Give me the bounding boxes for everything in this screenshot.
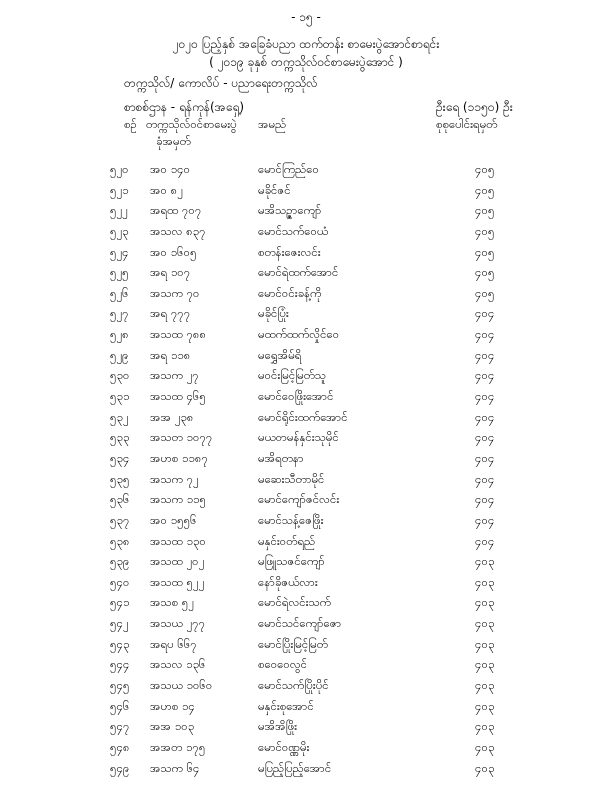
roll-number: အသယ ၂၇၇ (150, 616, 206, 631)
total-marks: ၄၀၄ (475, 430, 495, 445)
total-marks: ၄၀၅ (475, 182, 495, 197)
roll-number: အသထ ၅၂၂ (150, 574, 205, 589)
total-marks: ၄၀၅ (475, 223, 495, 238)
candidate-name: မပြည့်ပြည့်အောင် (258, 760, 332, 775)
roll-number: အဟစ ၁၁၈၇ (150, 450, 208, 465)
total-marks: ၄၀၄ (475, 389, 495, 404)
results-table (0, 160, 612, 779)
total-marks: ၄၀၃ (475, 698, 495, 713)
row-number: ၅၂၃ (110, 223, 129, 238)
roll-number: အသက ၇၂ (150, 471, 199, 486)
roll-number: အဟစ ၁၄ (150, 698, 195, 713)
row-number: ၅၃၉ (110, 554, 130, 569)
total-marks: ၄၀၅ (475, 285, 495, 300)
table-row (0, 614, 612, 635)
candidate-name: မဆေးသီတာမိုင် (258, 471, 325, 486)
row-number: ၅၄၈ (110, 739, 130, 754)
total-marks: ၄၀၄ (475, 512, 495, 527)
total-marks: ၄၀၄ (475, 347, 495, 362)
table-row (0, 470, 612, 491)
candidate-name: မောင်ရဲလင်းသက် (258, 595, 331, 610)
total-marks: ၄၀၃ (475, 760, 495, 775)
candidate-name: မထက်ထက်လှိုင်ဝေ (258, 327, 340, 342)
table-row (0, 635, 612, 656)
candidate-name: မောင်ဝင်းခန့်ကို (258, 285, 322, 300)
roll-number: အသစ ၅၂ (150, 595, 194, 610)
candidate-name: မောင်သက်ဝေယံ (258, 223, 329, 238)
table-row (0, 263, 612, 284)
table-row (0, 449, 612, 470)
row-number: ၅၄၇ (110, 719, 130, 734)
roll-number: အဝ ၁၄၀ (150, 162, 191, 176)
column-header-no: စဉ် (124, 117, 137, 131)
total-marks: ၄၀၅ (475, 162, 495, 176)
table-row (0, 222, 612, 243)
total-marks: ၄၀၅ (475, 203, 495, 218)
candidate-name: မောင်သန့်ဇေဖြိုး (258, 512, 324, 527)
row-number: ၅၂၉ (110, 347, 129, 362)
roll-number: အရထ ၇၀၇ (150, 203, 202, 218)
table-row (0, 532, 612, 553)
row-number: ၅၃၄ (110, 450, 130, 465)
roll-number: အအတ ၁၇၅ (150, 739, 206, 754)
row-number: ၅၄၂ (110, 616, 129, 631)
candidate-name: မခိုင်ပြုံး (258, 306, 289, 321)
roll-number: အရ ၁၀၇ (150, 265, 191, 280)
candidate-name: စဝေဝေလွင် (258, 657, 308, 672)
roll-number: အဝ ၁၅၅၆ (150, 512, 197, 527)
row-number: ၅၄၅ (110, 678, 130, 693)
document-subtitle: ( ၂၀၁၉ ခုနှစ် တက္ကသိုလ်ဝင်စာမေးပွဲအောင် ) (209, 55, 403, 69)
candidate-name: မောင်သင်ကျော်ဇော (258, 616, 342, 631)
candidate-count: ဦးရေ (၁၁၅၀) ဦး (436, 100, 513, 114)
column-header-marks: စုစုပေါင်းရမှတ် (436, 117, 498, 131)
roll-number: အရ ၇၇၇ (150, 306, 191, 321)
total-marks: ၄၀၅ (475, 244, 495, 259)
table-row (0, 201, 612, 222)
row-number: ၅၂၈ (110, 327, 129, 342)
column-header-roll: တက္ကသိုလ်ဝင်စာမေးပွဲ (146, 117, 237, 131)
row-number: ၅၄၁ (110, 595, 130, 610)
total-marks: ၄၀၃ (475, 636, 495, 651)
exam-center-label: စာစစ်ဌာန - ရန်ကုန်(အရှေ့) (124, 100, 245, 114)
roll-number: အသက ၂၇ (150, 368, 199, 383)
candidate-name: မနှင်းဝတ်ရည် (258, 533, 316, 548)
table-row (0, 655, 612, 676)
total-marks: ၄၀၃ (475, 574, 495, 589)
candidate-name: မောင်ဝဏ္ဏမိုး (258, 739, 310, 754)
candidate-name: မောင်ရဲထက်အောင် (258, 265, 339, 280)
total-marks: ၄၀၃ (475, 616, 495, 631)
candidate-name: မောင်ကြည်ဝေ (258, 162, 319, 176)
row-number: ၅၂၂ (110, 203, 128, 218)
table-row (0, 346, 612, 367)
table-row (0, 366, 612, 387)
table-row (0, 160, 612, 181)
roll-number: အသက ၇၀ (150, 285, 200, 300)
candidate-name: မနှင်းစုအောင် (258, 698, 314, 713)
table-row (0, 490, 612, 511)
roll-number: အဝ ၁၆၀၅ (150, 244, 197, 259)
candidate-name: မအိသဉ္ဇာကျော် (258, 203, 322, 218)
row-number: ၅၄၄ (110, 657, 130, 672)
table-row (0, 243, 612, 264)
row-number: ၅၃၅ (110, 471, 130, 486)
row-number: ၅၃၈ (110, 533, 130, 548)
total-marks: ၄၀၄ (475, 327, 495, 342)
candidate-name: မဝင်းမြင့်မြတ်သူ (258, 368, 327, 383)
total-marks: ၄၀၃ (475, 678, 495, 693)
roll-number: အရပ ၆၆၇ (150, 636, 197, 651)
roll-number: အသထ ၄၆၅ (150, 389, 206, 404)
table-row (0, 676, 612, 697)
roll-number: အသက ၁၁၅ (150, 492, 206, 507)
table-row (0, 428, 612, 449)
table-row (0, 552, 612, 573)
candidate-name: မရွှေအိမ်ရိ (258, 347, 302, 362)
candidate-name: မောင်သက်ပြိုးပိုင် (258, 678, 329, 693)
row-number: ၅၂၆ (110, 285, 129, 300)
department-label: တက္ကသိုလ်/ ကောလိပ် - ပညာရေးတက္ကသိုလ် (124, 76, 318, 90)
candidate-name: စတန်းဇေးလင်း (258, 244, 321, 259)
table-row (0, 408, 612, 429)
table-row (0, 387, 612, 408)
row-number: ၅၄၃ (110, 636, 130, 651)
candidate-name: မောင်ကျော်ဇင်လင်း (258, 492, 340, 507)
total-marks: ၄၀၃ (475, 595, 495, 610)
row-number: ၅၄၆ (110, 698, 130, 713)
row-number: ၅၂၇ (110, 306, 129, 321)
roll-number: အသလ ၁၃၆ (150, 657, 206, 672)
roll-number: အသထ ၂၀၂ (150, 554, 205, 569)
table-row (0, 738, 612, 759)
roll-number: အသလ ၈၃၇ (150, 223, 206, 238)
roll-number: အအ ၁၀၃ (150, 719, 195, 734)
row-number: ၅၃၃ (110, 430, 130, 445)
total-marks: ၄၀၃ (475, 657, 495, 672)
row-number: ၅၂၄ (110, 244, 129, 259)
total-marks: ၄၀၄ (475, 533, 495, 548)
roll-number: အသတ ၁၀၇၇ (150, 430, 213, 445)
row-number: ၅၃၂ (110, 409, 129, 424)
candidate-name: မခိုင်ဇင် (258, 182, 291, 197)
row-number: ၅၂၀ (110, 162, 129, 176)
candidate-name: မအိရတနာ (258, 450, 304, 465)
table-row (0, 759, 612, 780)
table-row (0, 717, 612, 738)
total-marks: ၄၀၄ (475, 492, 495, 507)
row-number: ၅၃၁ (110, 389, 130, 404)
row-number: ၅၂၁ (110, 182, 129, 197)
total-marks: ၄၀၅ (475, 265, 495, 280)
document-title: ၂၀၂၀ ပြည့်နှစ် အခြေခံပညာ ထက်တန်း စာမေးပွဲအောင်စာရင်း (172, 37, 440, 51)
total-marks: ၄၀၄ (475, 306, 495, 321)
roll-number: အရ ၁၁၈ (150, 347, 191, 362)
row-number: ၅၃၆ (110, 492, 130, 507)
roll-number: အဝ ၈၂ (150, 182, 183, 197)
row-number: ၅၄၀ (110, 574, 130, 589)
roll-number: အသယ ၁၀၆၀ (150, 678, 213, 693)
candidate-name: မအိအိဖြိုး (258, 719, 298, 734)
row-number: ၅၃၇ (110, 512, 130, 527)
table-row (0, 511, 612, 532)
table-row (0, 284, 612, 305)
total-marks: ၄၀၃ (475, 739, 495, 754)
page-number: - ၁၅ - (291, 10, 321, 24)
candidate-name: မဖြူသဇင်ကျော် (258, 554, 325, 569)
roll-number: အသထ ၇၈၈ (150, 327, 207, 342)
candidate-name: နော်ခိုဇယ်လား (258, 574, 318, 589)
table-row (0, 697, 612, 718)
roll-number: အသထ ၁၃၀ (150, 533, 206, 548)
total-marks: ၄၀၄ (475, 368, 495, 383)
total-marks: ၄၀၃ (475, 719, 495, 734)
row-number: ၅၃၀ (110, 368, 130, 383)
row-number: ၅၂၅ (110, 265, 129, 280)
roll-number: အအ ၂၃၈ (150, 409, 194, 424)
roll-number: အသက ၆၄ (150, 760, 200, 775)
total-marks: ၄၀၄ (475, 471, 495, 486)
table-row (0, 593, 612, 614)
table-row (0, 325, 612, 346)
candidate-name: မယ၀ာမန်နှင်းသုမိုင် (258, 430, 339, 445)
candidate-name: မောင်ရိုင်းထက်အောင် (258, 409, 348, 424)
total-marks: ၄၀၄ (475, 450, 495, 465)
column-header-roll-number: ခုံအမှတ် (156, 134, 191, 148)
column-header-name: အမည် (258, 117, 287, 131)
table-row (0, 573, 612, 594)
total-marks: ၄၀၃ (475, 554, 495, 569)
table-row (0, 304, 612, 325)
candidate-name: မောင်ဝေဖြိုးအောင် (258, 389, 334, 404)
table-row (0, 181, 612, 202)
total-marks: ၄၀၄ (475, 409, 495, 424)
candidate-name: မောင်ပြိုးမြင့်မြတ် (258, 636, 328, 651)
row-number: ၅၄၉ (110, 760, 130, 775)
